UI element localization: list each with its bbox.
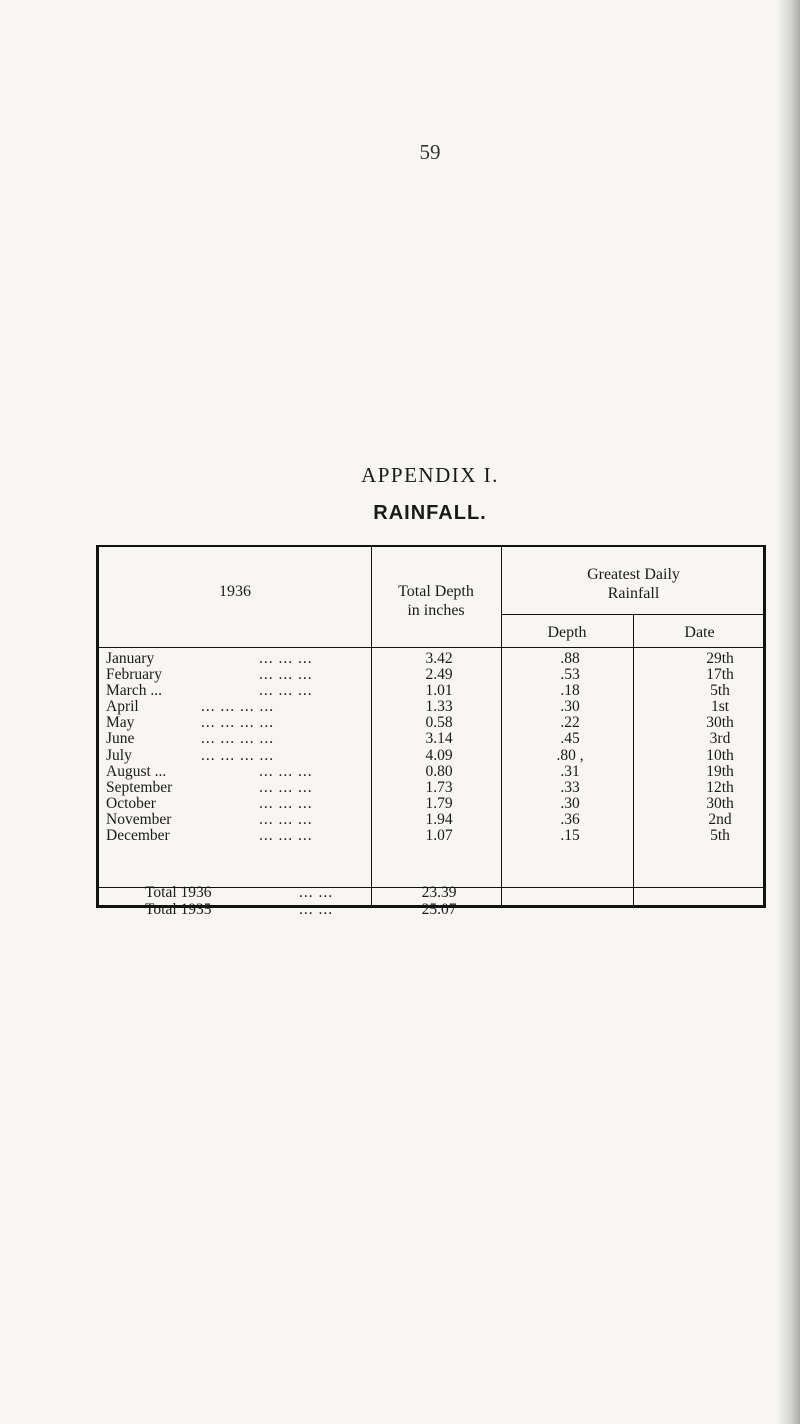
leader-dots: ... ... ...: [259, 666, 313, 684]
total-value: 25.07: [421, 900, 457, 918]
leader-dots: ... ... ... ...: [201, 714, 275, 732]
greatest-depth-cell: .88: [560, 650, 580, 667]
greatest-depth-cell: .30: [560, 794, 580, 812]
leader-dots: ... ...: [299, 884, 334, 901]
total-depth-cell: 1.94: [425, 810, 453, 828]
header-greatest-line1: Greatest Daily: [587, 566, 680, 583]
month-cell: April: [106, 698, 139, 716]
greatest-depth-cell: .53: [560, 666, 580, 684]
total-row: [99, 885, 763, 902]
greatest-depth-cell: .33: [560, 778, 580, 796]
leader-dots: ... ... ...: [259, 794, 313, 812]
table-row: [99, 796, 763, 812]
date-cell: 29th: [706, 650, 734, 667]
header-total-depth: [371, 582, 501, 620]
header-year: 1936: [219, 583, 251, 600]
total-depth-cell: 4.09: [425, 746, 453, 764]
date-cell: 30th: [706, 714, 734, 732]
leader-dots: ... ... ...: [259, 762, 313, 780]
leader-dots: ... ... ...: [259, 778, 313, 796]
greatest-depth-cell: .45: [560, 730, 580, 748]
table-row: [99, 699, 763, 715]
header-date: Date: [684, 624, 715, 641]
greatest-depth-cell: .15: [560, 827, 580, 845]
monthly-rows: [99, 651, 763, 844]
total-depth-cell: 3.42: [425, 650, 453, 667]
date-cell: 3rd: [709, 730, 731, 748]
leader-dots: ... ... ...: [259, 650, 313, 667]
month-cell: August ...: [106, 762, 167, 780]
leader-dots: ... ... ... ...: [201, 730, 275, 748]
date-cell: 10th: [706, 746, 734, 764]
table-row: [99, 715, 763, 731]
date-cell: 5th: [710, 682, 730, 700]
month-cell: June: [106, 730, 135, 748]
totals-block: [99, 885, 763, 918]
table-row: [99, 812, 763, 828]
leader-dots: ... ... ...: [259, 682, 313, 700]
leader-dots: ... ... ... ...: [201, 746, 275, 764]
total-depth-cell: 1.01: [425, 682, 453, 700]
month-cell: February: [106, 666, 162, 684]
greatest-depth-cell: .30: [560, 698, 580, 716]
appendix-title: APPENDIX I.: [361, 463, 499, 487]
header-greatest-daily: [501, 565, 766, 603]
month-cell: March ...: [106, 682, 162, 700]
table-row: [99, 780, 763, 796]
total-depth-cell: 0.58: [425, 714, 453, 732]
month-cell: November: [106, 810, 172, 828]
leader-dots: ... ...: [299, 900, 334, 918]
header-depth: Depth: [547, 624, 587, 641]
header-total-depth-line2: in inches: [407, 602, 465, 619]
section-title: RAINFALL.: [373, 502, 487, 524]
total-label: Total 1935: [145, 900, 212, 918]
month-cell: July: [106, 746, 132, 764]
date-cell: 5th: [710, 827, 730, 845]
date-cell: 1st: [710, 698, 730, 716]
table-row: [99, 683, 763, 699]
date-cell: 19th: [706, 762, 734, 780]
leader-dots: ... ... ...: [259, 827, 313, 845]
month-cell: May: [106, 714, 135, 732]
greatest-depth-cell: .31: [560, 762, 580, 780]
date-cell: 30th: [706, 794, 734, 812]
greatest-depth-cell: .80 ,: [556, 746, 584, 764]
total-depth-cell: 2.49: [425, 666, 453, 684]
header-rule: [99, 647, 766, 648]
leader-dots: ... ... ...: [259, 810, 313, 828]
table-row: [99, 828, 763, 844]
total-depth-cell: 3.14: [425, 730, 453, 748]
greatest-depth-cell: .22: [560, 714, 580, 732]
month-cell: January: [106, 650, 155, 667]
table-row: [99, 651, 763, 667]
total-row: [99, 902, 763, 919]
table-row: [99, 667, 763, 683]
page-number: 59: [419, 140, 441, 164]
greatest-depth-cell: .36: [560, 810, 580, 828]
total-label: Total 1936: [145, 884, 212, 901]
total-depth-cell: 0.80: [425, 762, 453, 780]
header-greatest-line2: Rainfall: [607, 585, 660, 602]
header-total-depth-line1: Total Depth: [398, 583, 474, 600]
greatest-depth-cell: .18: [560, 682, 580, 700]
table-row: [99, 731, 763, 747]
month-cell: September: [106, 778, 173, 796]
rainfall-table: [96, 545, 766, 918]
table-row: [99, 748, 763, 764]
total-depth-cell: 1.73: [425, 778, 453, 796]
month-cell: December: [106, 827, 170, 845]
total-depth-cell: 1.33: [425, 698, 453, 716]
leader-dots: ... ... ... ...: [201, 698, 275, 716]
table-row: [99, 764, 763, 780]
date-cell: 2nd: [708, 810, 732, 828]
month-cell: October: [106, 794, 156, 812]
date-cell: 12th: [706, 778, 734, 796]
total-depth-cell: 1.79: [425, 794, 453, 812]
total-depth-cell: 1.07: [425, 827, 453, 845]
total-value: 23.39: [421, 884, 457, 901]
subheader-rule: [501, 614, 766, 615]
date-cell: 17th: [706, 666, 734, 684]
